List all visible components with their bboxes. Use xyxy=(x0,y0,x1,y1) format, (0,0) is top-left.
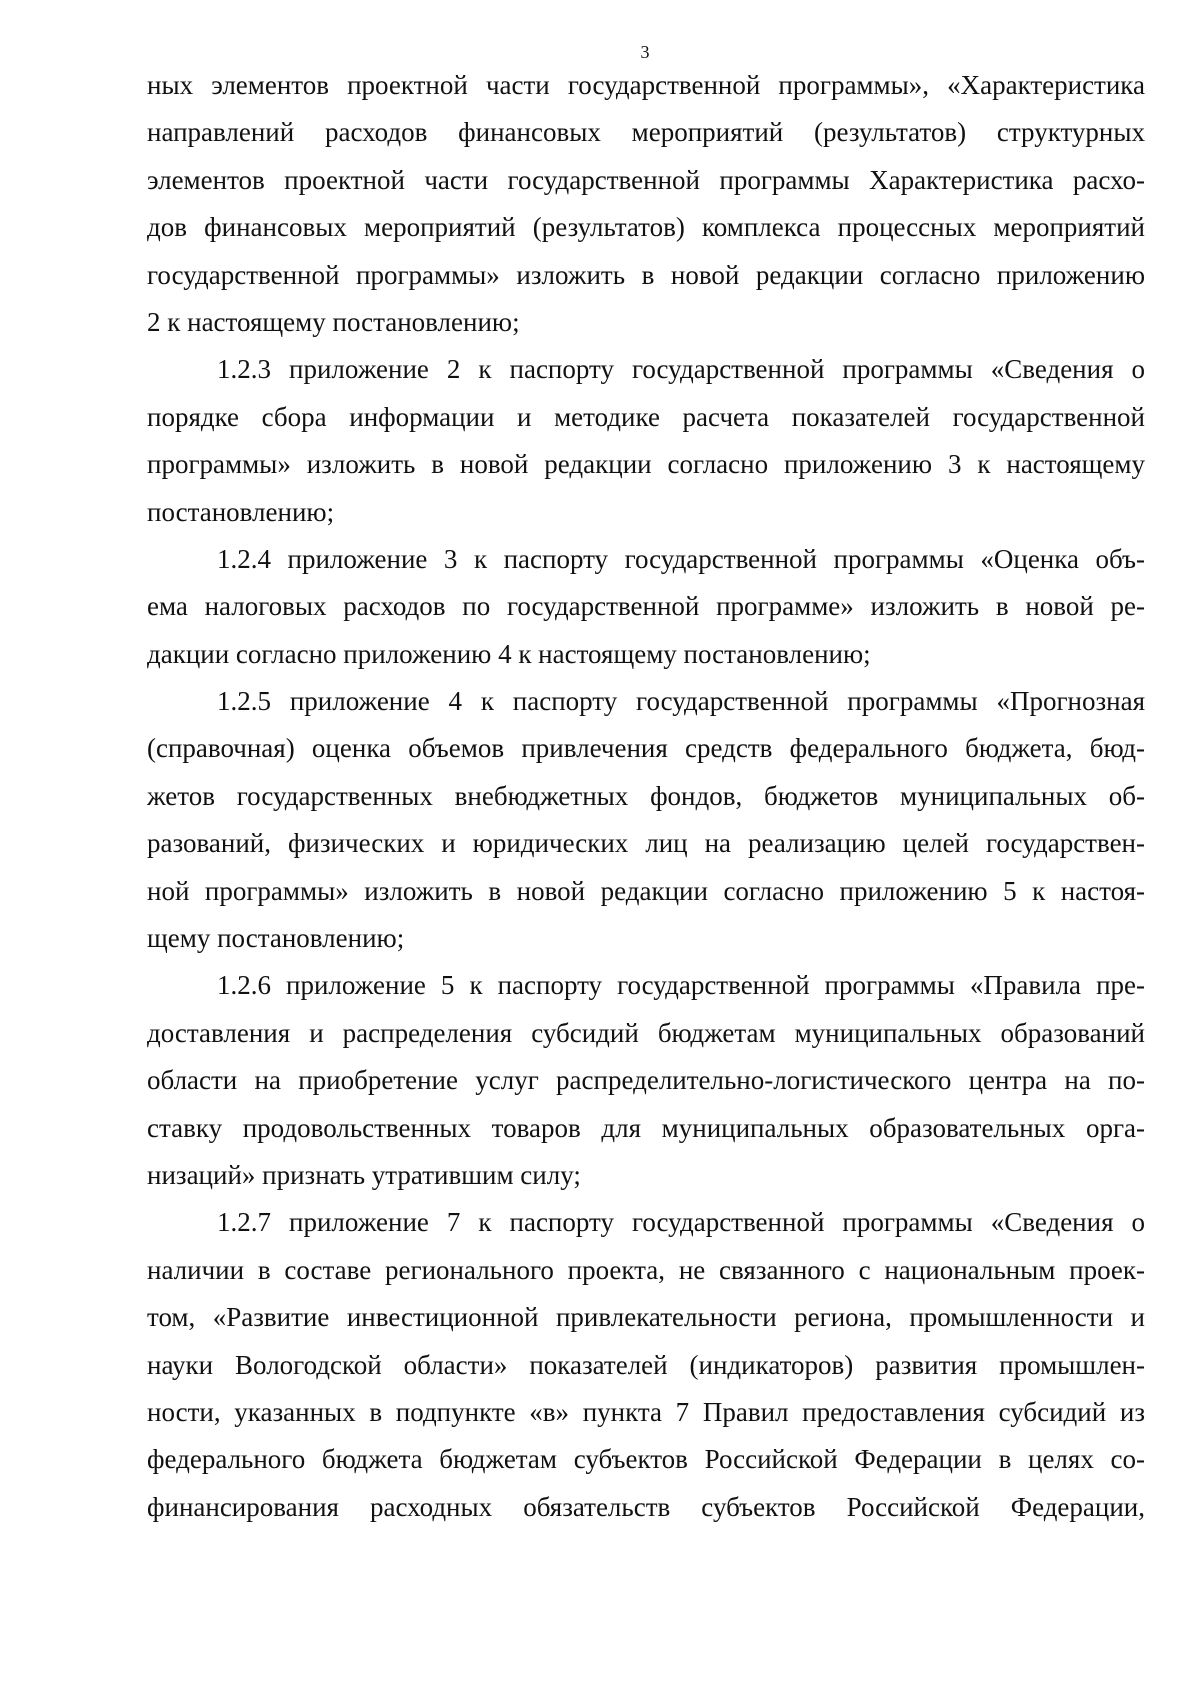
text-line: наличии в составе регионального проекта, не связанного с национальным проек- xyxy=(147,1254,1145,1285)
text-line: том, «Развитие инвестиционной привлекательности региона, промышленности и xyxy=(147,1302,1145,1333)
text-line: элементов проектной части государственной программы Характеристика расхо- xyxy=(147,164,1145,195)
text-line: дакции согласно приложению 4 к настоящему постановлению; xyxy=(147,638,871,669)
text-line: разований, физических и юридических лиц на реализацию целей государствен- xyxy=(147,828,1145,859)
text-line: ных элементов проектной части государственной программы», «Характеристика xyxy=(147,70,1145,100)
text-line: 2 к настоящему постановлению; xyxy=(147,306,520,337)
text-line: 1.2.4 приложение 3 к паспорту государственной программы «Оценка объ- xyxy=(217,543,1145,574)
text-line: 1.2.5 приложение 4 к паспорту государственной программы «Прогнозная xyxy=(217,686,1145,717)
text-line: федерального бюджета бюджетам субъектов Российской Федерации в целях со- xyxy=(147,1444,1145,1475)
text-line: программы» изложить в новой редакции согласно приложению 3 к настоящему xyxy=(147,449,1145,480)
text-line: жетов государственных внебюджетных фондов, бюджетов муниципальных об- xyxy=(147,780,1145,811)
text-line: 1.2.3 приложение 2 к паспорту государственной программы «Сведения о xyxy=(217,354,1145,385)
body-text xyxy=(147,62,1145,1531)
text-line: ной программы» изложить в новой редакции согласно приложению 5 к настоя- xyxy=(147,875,1145,906)
text-line: дов финансовых мероприятий (результатов) комплекса процессных мероприятий xyxy=(147,212,1145,243)
text-line: постановлению; xyxy=(147,496,335,527)
page-number: 3 xyxy=(640,42,650,62)
text-line: ема налоговых расходов по государственной программе» изложить в новой ре- xyxy=(147,591,1145,622)
text-line: доставления и распределения субсидий бюджетам муниципальных образований xyxy=(147,1017,1145,1048)
text-line: финансирования расходных обязательств субъектов Российской Федерации, xyxy=(147,1491,1145,1522)
text-line: (справочная) оценка объемов привлечения средств федерального бюджета, бюд- xyxy=(147,733,1145,764)
text-line: государственной программы» изложить в новой редакции согласно приложению xyxy=(147,259,1145,290)
text-line: 1.2.7 приложение 7 к паспорту государственной программы «Сведения о xyxy=(217,1207,1145,1238)
text-line: ставку продовольственных товаров для муниципальных образовательных орга- xyxy=(147,1112,1145,1143)
text-line: 1.2.6 приложение 5 к паспорту государственной программы «Правила пре- xyxy=(217,970,1145,1001)
text-line: ности, указанных в подпункте «в» пункта 7 Правил предоставления субсидий из xyxy=(147,1396,1145,1427)
text-line: порядке сбора информации и методике расчета показателей государственной xyxy=(147,401,1145,432)
text-line: области на приобретение услуг распределительно-логистического центра на по- xyxy=(147,1065,1145,1096)
text-line: науки Вологодской области» показателей (индикаторов) развития промышлен- xyxy=(147,1349,1145,1380)
text-line: направлений расходов финансовых мероприятий (результатов) структурных xyxy=(147,117,1145,148)
text-line: щему постановлению; xyxy=(147,923,405,954)
text-line: низаций» признать утратившим силу; xyxy=(147,1159,581,1190)
